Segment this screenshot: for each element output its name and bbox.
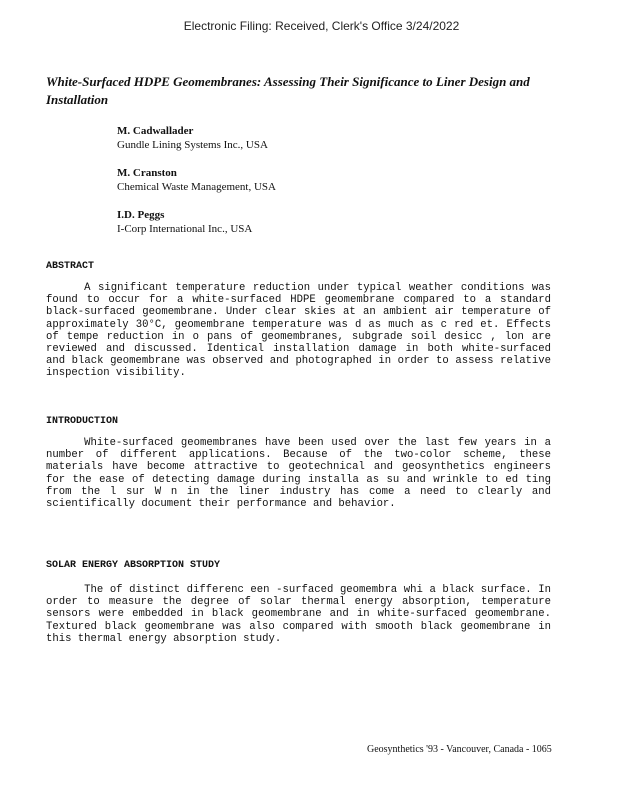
page-footer-citation: Geosynthetics '93 - Vancouver, Canada - 1065 [367, 744, 552, 755]
solar-study-heading: SOLAR ENERGY ABSORPTION STUDY [46, 560, 221, 571]
introduction-paragraph: White-surfaced geomembranes have been used over the last few years in a number of different applications. Because of the two-color scheme, these materials have become attractive to geotechnical and geosynthetics engineers for the ease of detecting damage during installa as su and wrinkle to ed ting from the l sur W n in the liner industry has come a need to clearly and scientifically document their performance and behavior. [46, 437, 551, 511]
filing-stamp: Electronic Filing: Received, Clerk's Office 3/24/2022 [183, 19, 460, 33]
author-name: M. Cadwallader [117, 125, 194, 137]
author-affiliation: Chemical Waste Management, USA [117, 181, 276, 193]
author-block [117, 166, 276, 194]
author-name: I.D. Peggs [117, 209, 165, 221]
author-affiliation: Gundle Lining Systems Inc., USA [117, 139, 268, 151]
abstract-paragraph: A significant temperature reduction under typical weather conditions was found to occur for a white-surfaced HDPE geomembrane compared to a standard black-surfaced geomembrane. Under clear skies at an ambient air temperature of approximately 30°C, geomembrane temperature was d as much as c red et. Effects of tempe reduction in o pans of geomembranes, subgrade soil desicc , lon are reviewed and discussed. Identical installation damage in both white-surfaced and black geomembrane was observed and photographed in order to assess relative inspection visibility. [46, 282, 551, 380]
paper-title: White-Surfaced HDPE Geomembranes: Assessing Their Significance to Liner Design and Installation [46, 74, 530, 107]
abstract-heading: ABSTRACT [46, 261, 95, 272]
author-block [117, 124, 268, 152]
introduction-heading: INTRODUCTION [46, 416, 119, 427]
solar-study-paragraph: The of distinct differenc een -surfaced geomembra whi a black surface. In order to measure the degree of solar thermal energy absorption, temperature sensors were embedded in black geomembrane and in white-surfaced geomembrane. Textured black geomembrane was also compared with smooth black geomembrane in this thermal energy absorption study. [46, 584, 551, 645]
author-block [117, 208, 252, 236]
author-affiliation: I-Corp International Inc., USA [117, 223, 253, 235]
author-name: M. Cranston [117, 167, 177, 179]
